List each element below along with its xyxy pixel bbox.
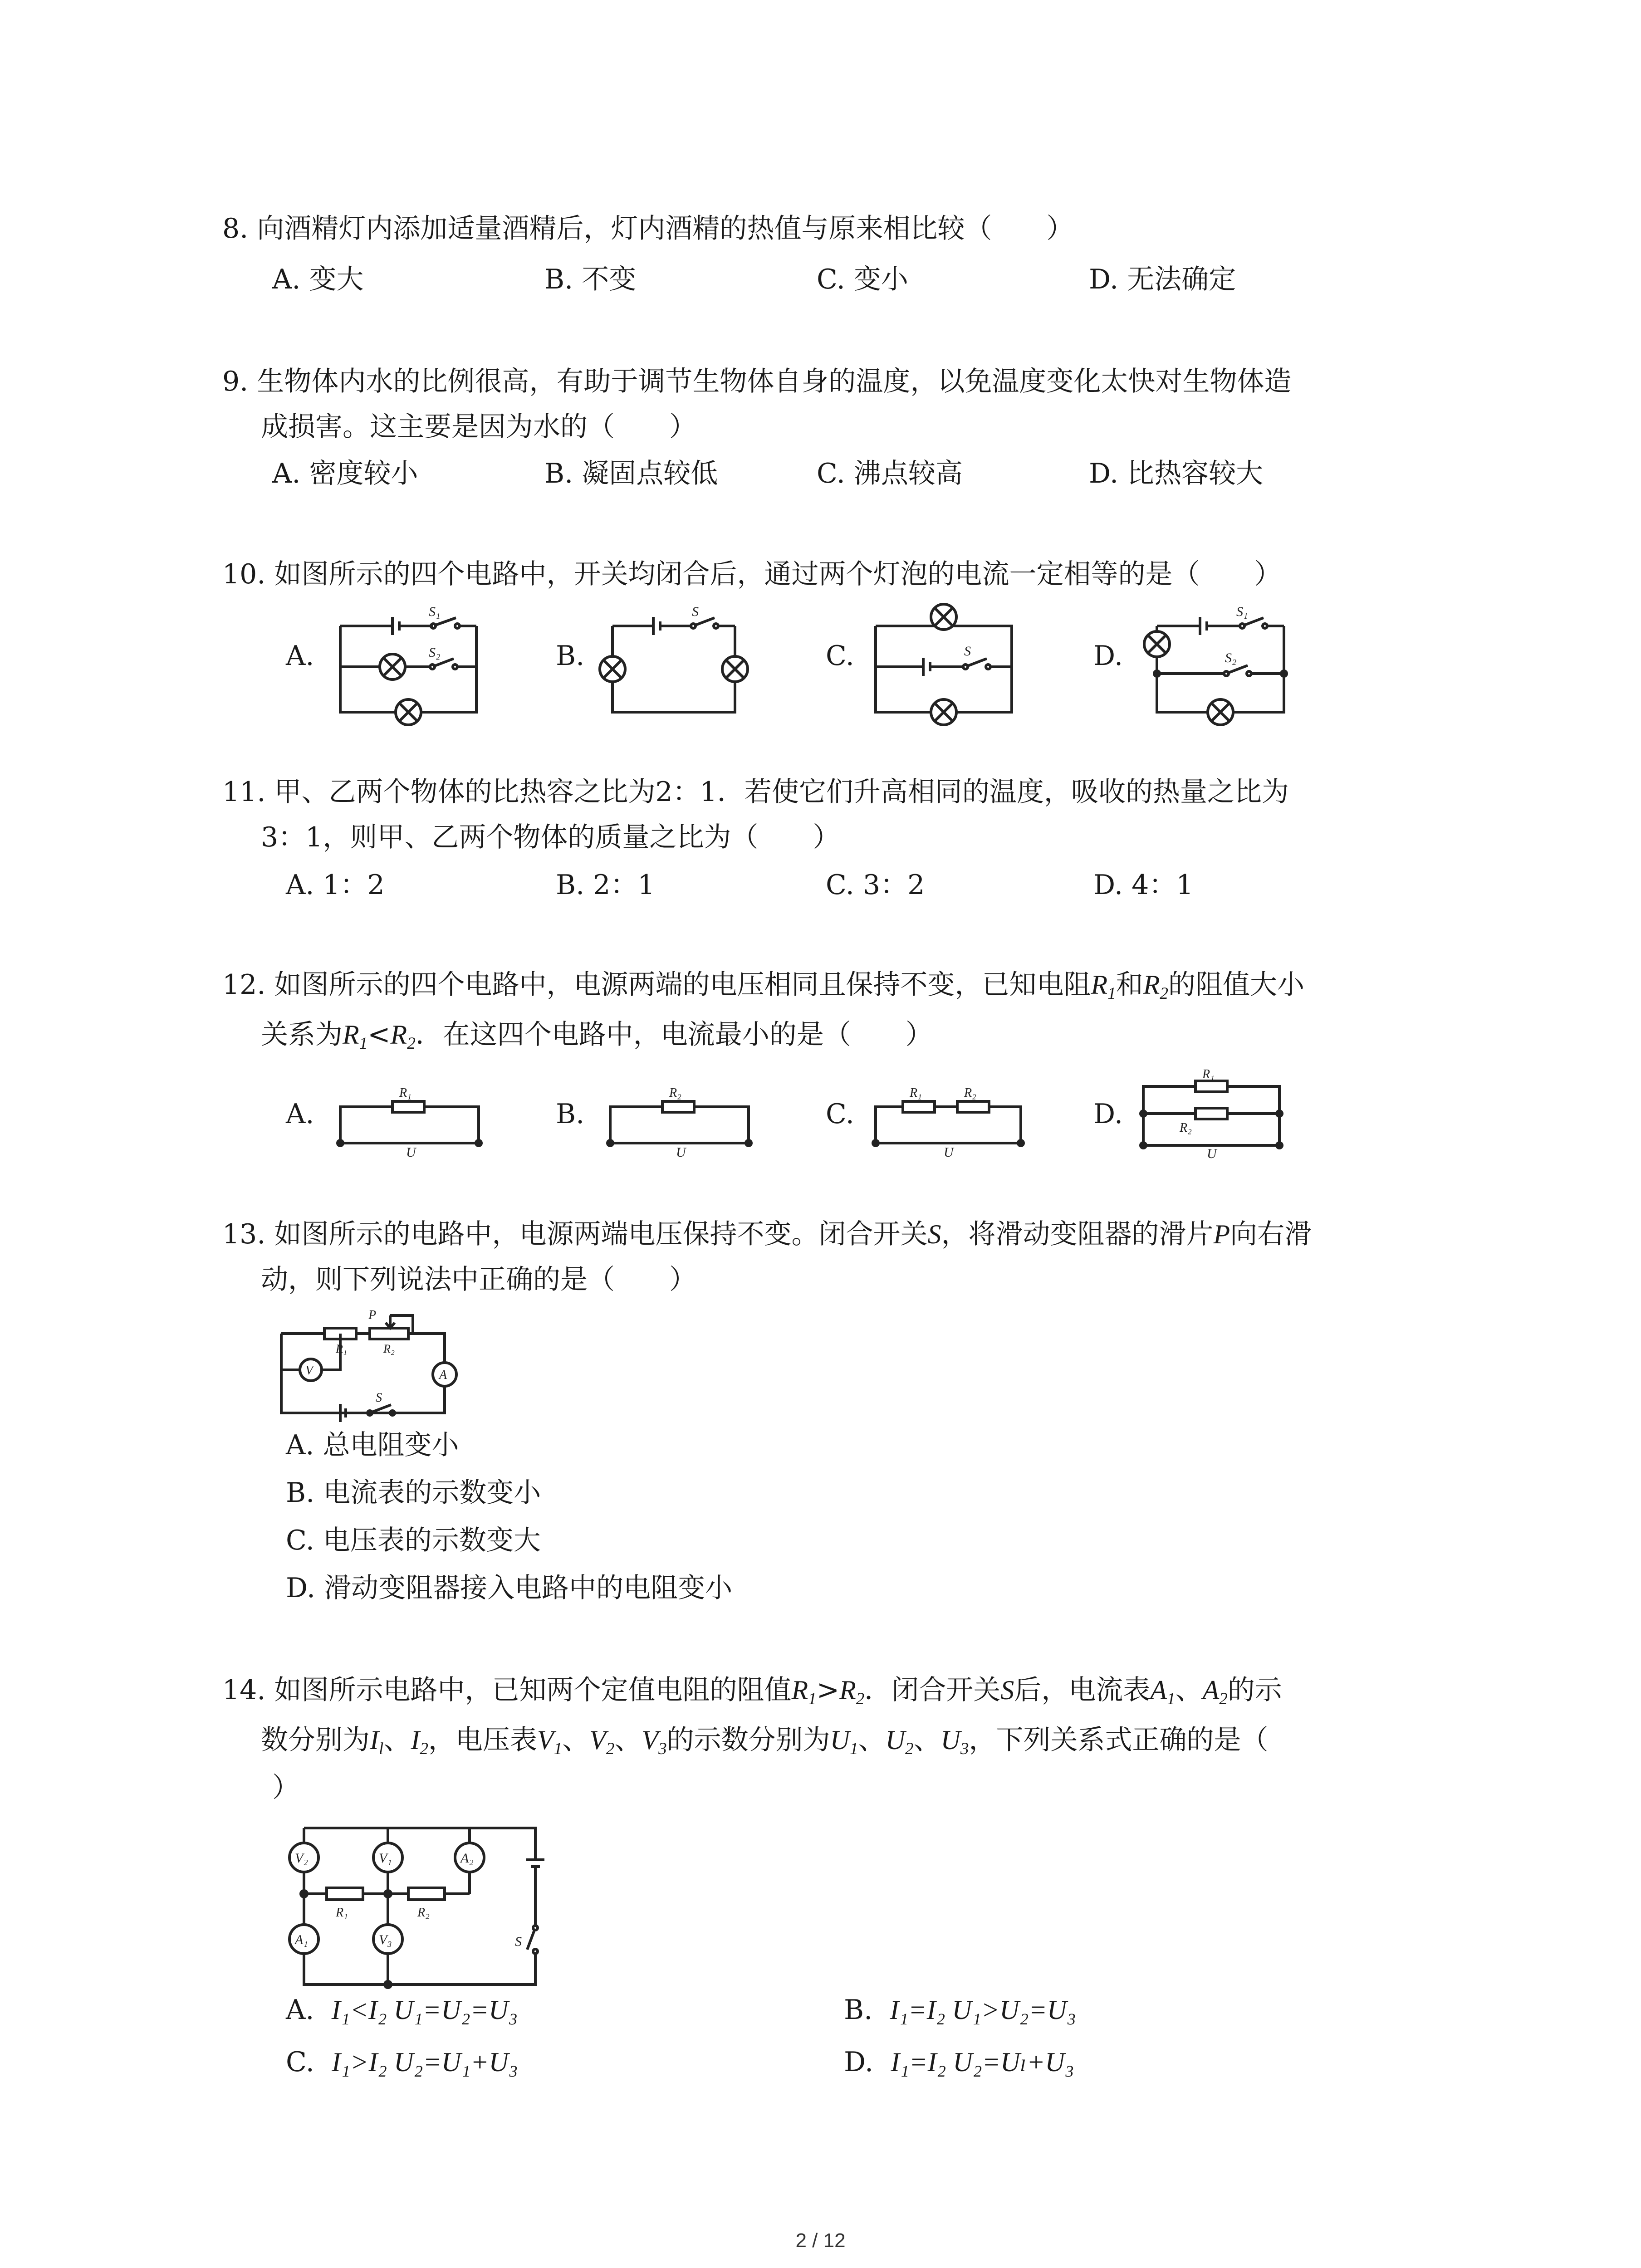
q10-circuit-c bbox=[871, 599, 1021, 726]
q12c-u-label: U bbox=[944, 1145, 954, 1160]
q14-option-c-expr: I₁>I₂ U₂=U₁+U₃ bbox=[332, 2047, 518, 2077]
q11-option-a: A. 1：2 bbox=[286, 869, 385, 901]
q14-r1-label: R₁ bbox=[336, 1906, 348, 1920]
q14-option-d: D. I₁=I₂ U₂=Uₗ+U₃ bbox=[844, 2046, 1074, 2078]
q11-stem-line1: 11. 甲、乙两个物体的比热容之比为2：1．若使它们升高相同的温度，吸收的热量之比为 bbox=[222, 776, 1289, 808]
q13-r2-label: R₂ bbox=[383, 1342, 395, 1355]
q10b-s-label: S bbox=[692, 604, 699, 619]
q10-circuit-d bbox=[1143, 599, 1293, 726]
q13-option-c: C. 电压表的示数变大 bbox=[286, 1525, 541, 1556]
q12-option-b: B. bbox=[556, 1098, 585, 1130]
q13-option-d: D. 滑动变阻器接入电路中的电阻变小 bbox=[286, 1572, 733, 1604]
q9-option-a: A. 密度较小 bbox=[272, 458, 418, 489]
q12-option-d: D. bbox=[1093, 1098, 1123, 1130]
q8-stem: 8. 向酒精灯内添加适量酒精后，灯内酒精的热值与原来相比较（ ） bbox=[222, 213, 1074, 244]
q14-stem-line2: 数分别为$I_l$、$I_2$，电压表$V_1$、$V_2$、$V_3$的示数分别为$U_1$、$U_2$、$U_3$，下列关系式正确的是（ bbox=[261, 1724, 1269, 1759]
q14-v1-label: V₁ bbox=[379, 1851, 392, 1866]
q13-stem-line1: 13. 如图所示的电路中，电源两端电压保持不变。闭合开关S，将滑动变阻器的滑片P向右滑 bbox=[222, 1218, 1312, 1250]
q12-circuit-b bbox=[601, 1080, 755, 1160]
q13-ammeter-label: A bbox=[439, 1368, 447, 1382]
q12d-r2-label: R₂ bbox=[1180, 1121, 1192, 1135]
q14-v3-label: V₃ bbox=[379, 1932, 392, 1947]
q13-option-b: B. 电流表的示数变小 bbox=[286, 1477, 541, 1509]
q14-option-b: B. I₁=I₂ U₁>U₂=U₃ bbox=[844, 1994, 1077, 2026]
q10d-s1-label: S₁ bbox=[1236, 604, 1248, 619]
q12d-r1-label: R₁ bbox=[1202, 1067, 1215, 1081]
q12-circuit-d bbox=[1134, 1068, 1288, 1159]
q12b-r2-label: R₂ bbox=[669, 1086, 681, 1100]
q13-p-label: P bbox=[368, 1308, 377, 1322]
q12c-r1-label: R₁ bbox=[910, 1086, 922, 1100]
q13-s-label: S bbox=[376, 1391, 382, 1405]
q9-option-b: B. 凝固点较低 bbox=[544, 458, 718, 489]
q14-option-b-expr: I₁=I₂ U₁>U₂=U₃ bbox=[890, 1995, 1077, 2025]
q12-stem-line2: 关系为$R_1<R_2$．在这四个电路中，电流最小的是（ ） bbox=[261, 1019, 933, 1053]
q10c-s-label: S bbox=[964, 644, 971, 659]
q14-option-c: C. I₁>I₂ U₂=U₁+U₃ bbox=[286, 2046, 518, 2078]
q14-a1-label: A₁ bbox=[295, 1932, 308, 1947]
q9-option-d: D. 比热容较大 bbox=[1089, 458, 1264, 489]
q10-circuit-a bbox=[336, 599, 481, 721]
q14-circuit bbox=[277, 1814, 576, 1996]
q14-option-a-expr: I₁<I₂ U₁=U₂=U₃ bbox=[331, 1995, 518, 2025]
q14-stem-line1: 14. 如图所示电路中，已知两个定值电阻的阻值$R_1>R_2$．闭合开关S后，电流表$A_1$、$A_2$的示 bbox=[222, 1674, 1282, 1709]
q13-option-a: A. 总电阻变小 bbox=[286, 1429, 459, 1461]
q11-option-d: D. 4：1 bbox=[1093, 869, 1194, 901]
q13-r1-label: R₁ bbox=[336, 1342, 347, 1355]
q12a-r1-label: R₁ bbox=[399, 1086, 411, 1100]
q12-circuit-a bbox=[331, 1080, 485, 1160]
q8-option-a: A. 变大 bbox=[272, 264, 364, 295]
q10-option-b: B. bbox=[556, 640, 585, 672]
q13-stem-line2: 动，则下列说法中正确的是（ ） bbox=[261, 1264, 696, 1295]
q10a-s2-label: S₂ bbox=[429, 645, 441, 660]
q10-option-d: D. bbox=[1093, 640, 1123, 672]
q10-option-a: A. bbox=[286, 640, 314, 672]
page-number: 2 / 12 bbox=[795, 2229, 846, 2252]
q11-stem-line2: 3：1，则甲、乙两个物体的质量之比为（ ） bbox=[261, 821, 840, 853]
q12d-u-label: U bbox=[1207, 1146, 1217, 1161]
q12-circuit-c bbox=[867, 1080, 1030, 1160]
q12a-u-label: U bbox=[406, 1145, 416, 1160]
q10a-s1-label: S₁ bbox=[429, 604, 441, 619]
q10d-s2-label: S₂ bbox=[1225, 650, 1237, 665]
q13-voltmeter-label: V bbox=[305, 1364, 314, 1378]
q14-v2-label: V₂ bbox=[295, 1851, 308, 1866]
q14-a2-label: A₂ bbox=[460, 1851, 474, 1866]
q9-stem-line1: 9. 生物体内水的比例很高，有助于调节生物体自身的温度，以免温度变化太快对生物体造 bbox=[222, 366, 1292, 397]
q12-r2-symbol: $R_2$ bbox=[1143, 970, 1168, 1003]
q12-option-c: C. bbox=[826, 1098, 854, 1130]
q14-option-d-expr: I₁=I₂ U₂=Uₗ+U₃ bbox=[891, 2047, 1074, 2077]
q12-option-a: A. bbox=[286, 1098, 314, 1130]
q10-option-c: C. bbox=[826, 640, 854, 672]
q14-r2-label: R₂ bbox=[417, 1906, 430, 1920]
q8-option-b: B. 不变 bbox=[544, 264, 637, 295]
q14-option-a: A. I₁<I₂ U₁=U₂=U₃ bbox=[286, 1994, 518, 2026]
q11-option-b: B. 2：1 bbox=[556, 869, 655, 901]
q14-s-label: S bbox=[515, 1934, 522, 1949]
q14-stem-line3: ） bbox=[272, 1772, 299, 1804]
q12-r1-symbol: $R_1$ bbox=[1091, 970, 1116, 1003]
q10-stem: 10. 如图所示的四个电路中，开关均闭合后，通过两个灯泡的电流一定相等的是（ ） bbox=[222, 558, 1282, 590]
q11-option-c: C. 3：2 bbox=[826, 869, 925, 901]
q12c-r2-label: R₂ bbox=[964, 1086, 976, 1100]
q12-stem-line1: 12. 如图所示的四个电路中，电源两端的电压相同且保持不变，已知电阻$R_1$和$R_2$的阻值大小 bbox=[222, 969, 1304, 1003]
q13-circuit bbox=[272, 1306, 463, 1424]
q8-option-d: D. 无法确定 bbox=[1089, 264, 1236, 295]
q8-option-c: C. 变小 bbox=[817, 264, 908, 295]
q12b-u-label: U bbox=[676, 1145, 686, 1160]
q9-stem-line2: 成损害。这主要是因为水的（ ） bbox=[261, 411, 696, 443]
q9-option-c: C. 沸点较高 bbox=[817, 458, 963, 489]
q10-circuit-b bbox=[599, 599, 749, 721]
